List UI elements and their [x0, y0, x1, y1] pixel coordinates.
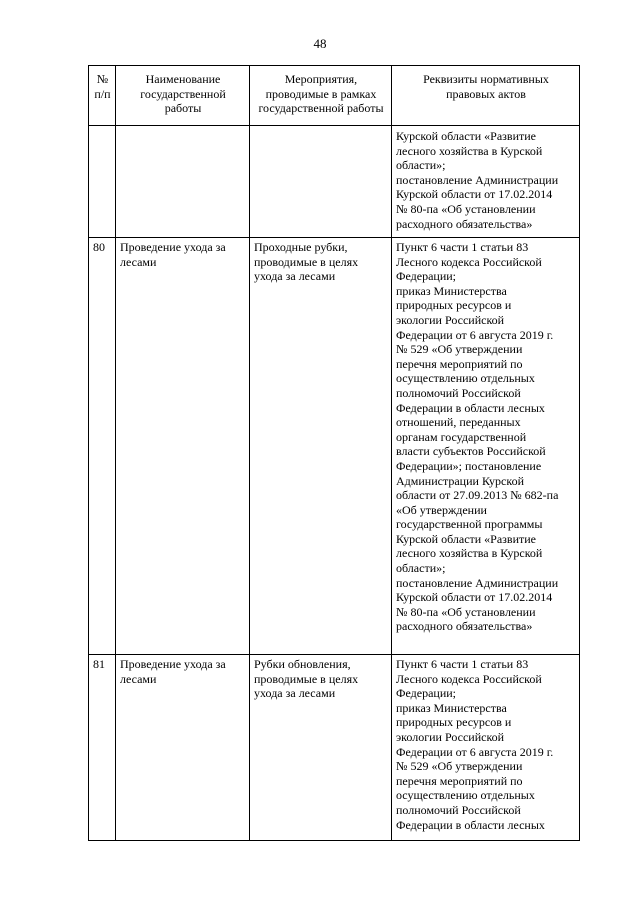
row-work-name: Проведение ухода за лесами	[116, 238, 250, 655]
row-number: 80	[89, 238, 116, 655]
row-work-name	[116, 126, 250, 238]
row-legal-acts: Пункт 6 части 1 статьи 83 Лесного кодекса Российской Федерации; приказ Министерства природных ресурсов и экологии Российской Федерации от 6 августа 2019 г. № 529 «Об утверждении перечня мероприятий по осуществлению отдельных полномочий Российской Федерации в области лесных отношений, переданных органам государственной власти субъектов Российской Федерации»; постановление Администрации Курской области от 27.09.2013 № 682-па «Об утверждении государственной программы Курской области «Развитие лесного хозяйства в Курской области»; постановление Администрации Курской области от 17.02.2014 № 80-па «Об установлении расходного обязательства»	[392, 238, 580, 655]
header-legal-acts: Реквизиты нормативных правовых актов	[392, 66, 580, 126]
table-row	[89, 238, 580, 655]
row-legal-acts: Пункт 6 части 1 статьи 83 Лесного кодекса Российской Федерации; приказ Министерства природных ресурсов и экологии Российской Федерации от 6 августа 2019 г. № 529 «Об утверждении перечня мероприятий по осуществлению отдельных полномочий Российской Федерации в области лесных	[392, 655, 580, 841]
row-activity	[250, 126, 392, 238]
table-header-row	[89, 66, 580, 126]
document-table	[88, 65, 580, 841]
row-activity: Рубки обновления, проводимые в целях ухода за лесами	[250, 655, 392, 841]
row-work-name: Проведение ухода за лесами	[116, 655, 250, 841]
row-legal-acts: Курской области «Развитие лесного хозяйства в Курской области»; постановление Администрации Курской области от 17.02.2014 № 80-па «Об установлении расходного обязательства»	[392, 126, 580, 238]
row-number	[89, 126, 116, 238]
header-activities: Мероприятия, проводимые в рамках государственной работы	[250, 66, 392, 126]
header-number: № п/п	[89, 66, 116, 126]
header-work-name: Наименование государственной работы	[116, 66, 250, 126]
row-number: 81	[89, 655, 116, 841]
table-row	[89, 126, 580, 238]
table-row	[89, 655, 580, 841]
row-activity: Проходные рубки, проводимые в целях ухода за лесами	[250, 238, 392, 655]
page-number: 48	[313, 36, 327, 51]
